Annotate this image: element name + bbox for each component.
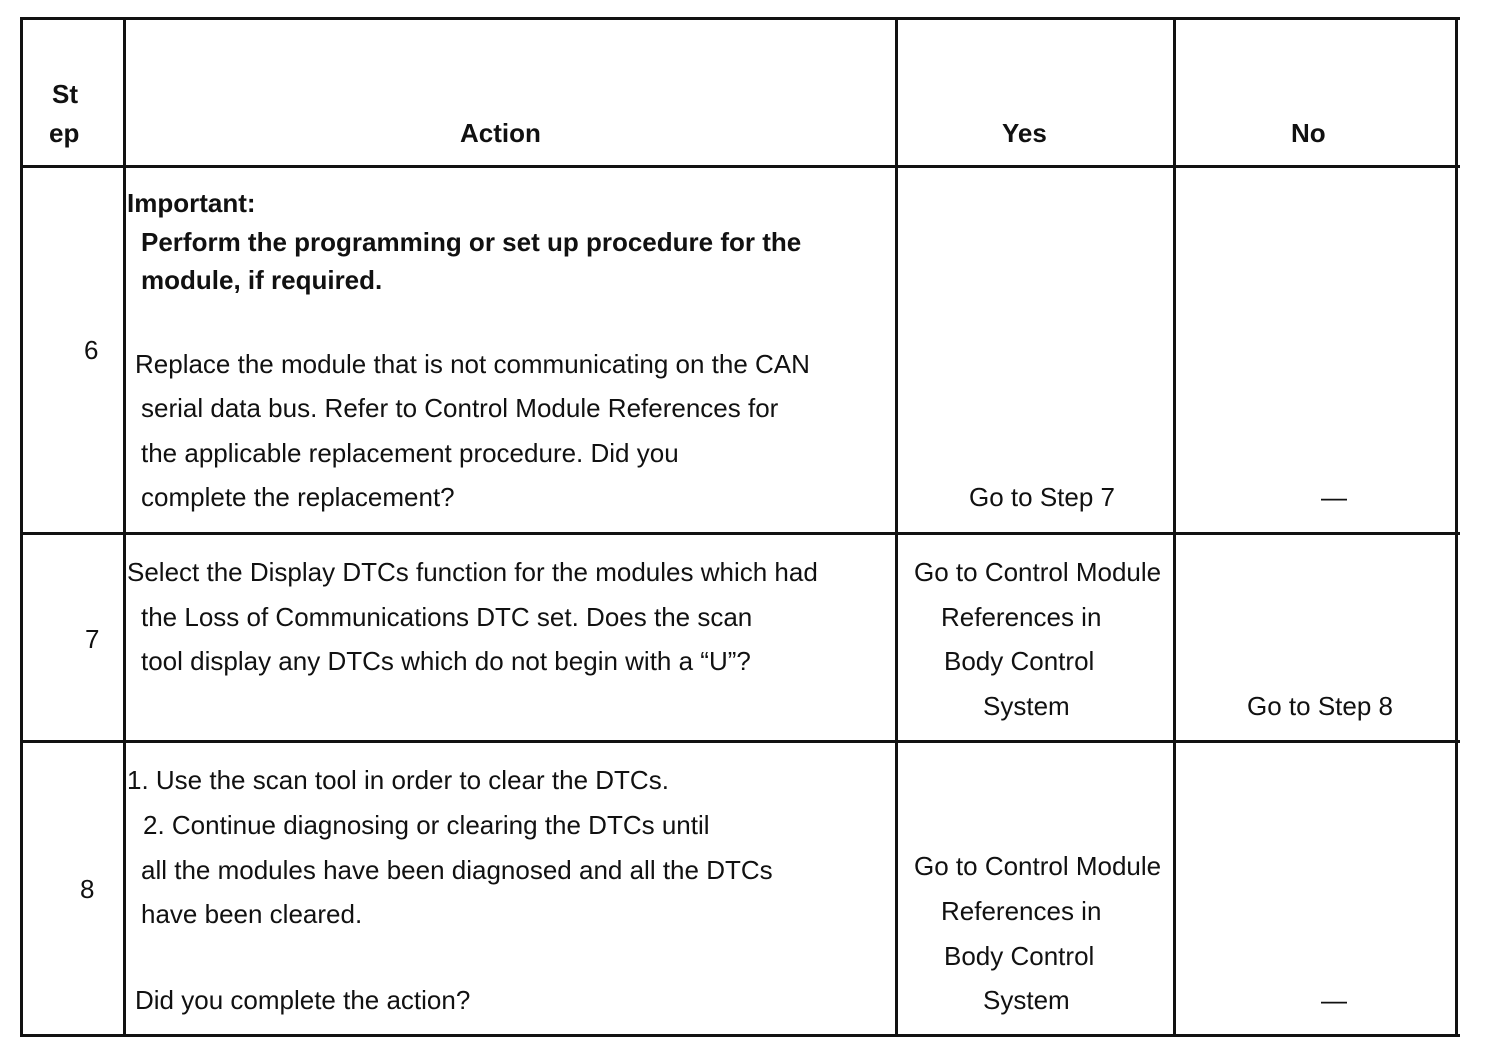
- no-result: Go to Step 8: [1247, 691, 1393, 721]
- grid-line-bottom: [20, 1034, 1460, 1037]
- grid-line-step-action: [123, 17, 126, 1037]
- no-result: —: [1321, 482, 1347, 512]
- yes-result: Go to Control Module: [914, 557, 1162, 587]
- action-text: 2. Continue diagnosing or clearing the DTCs until: [143, 810, 710, 840]
- action-text: tool display any DTCs which do not begin with a “U”?: [141, 646, 751, 676]
- grid-line-left: [20, 17, 23, 1037]
- action-text: Did you complete the action?: [135, 985, 471, 1015]
- important-text: Perform the programming or set up procedure for the: [141, 227, 802, 257]
- yes-result: Body Control: [944, 941, 1095, 971]
- grid-line-row7-bottom: [20, 740, 1460, 743]
- grid-line-top: [20, 17, 1460, 20]
- grid-line-header-bottom: [20, 165, 1460, 168]
- yes-result: System: [983, 691, 1070, 721]
- yes-result: References in: [941, 896, 1102, 926]
- grid-line-row6-bottom: [20, 532, 1460, 535]
- action-text: 1. Use the scan tool in order to clear the DTCs.: [127, 765, 669, 795]
- important-label: Important:: [127, 188, 256, 218]
- action-text: Select the Display DTCs function for the modules which had: [127, 557, 818, 587]
- action-text: all the modules have been diagnosed and all the DTCs: [141, 855, 773, 885]
- yes-result: Body Control: [944, 646, 1095, 676]
- important-text: module, if required.: [141, 265, 383, 295]
- action-text: complete the replacement?: [141, 482, 455, 512]
- header-no: No: [1291, 118, 1326, 148]
- header-step-line2: ep: [49, 118, 80, 148]
- action-text: Replace the module that is not communicating on the CAN: [135, 349, 810, 379]
- step-number: 6: [84, 335, 99, 365]
- yes-result: References in: [941, 602, 1102, 632]
- header-yes: Yes: [1002, 118, 1047, 148]
- grid-line-yes-no: [1173, 17, 1176, 1037]
- yes-result: System: [983, 985, 1070, 1015]
- no-result: —: [1321, 985, 1347, 1015]
- yes-result: Go to Step 7: [969, 482, 1115, 512]
- action-text: serial data bus. Refer to Control Module References for: [141, 393, 779, 423]
- action-text: the Loss of Communications DTC set. Does the scan: [141, 602, 753, 632]
- yes-result: Go to Control Module: [914, 851, 1162, 881]
- header-step-line1: St: [52, 79, 78, 109]
- step-number: 8: [80, 874, 95, 904]
- action-text: the applicable replacement procedure. Did you: [141, 438, 679, 468]
- step-number: 7: [85, 624, 100, 654]
- grid-line-action-yes: [895, 17, 898, 1037]
- action-text: have been cleared.: [141, 899, 363, 929]
- grid-line-right: [1455, 17, 1458, 1037]
- header-action: Action: [460, 118, 541, 148]
